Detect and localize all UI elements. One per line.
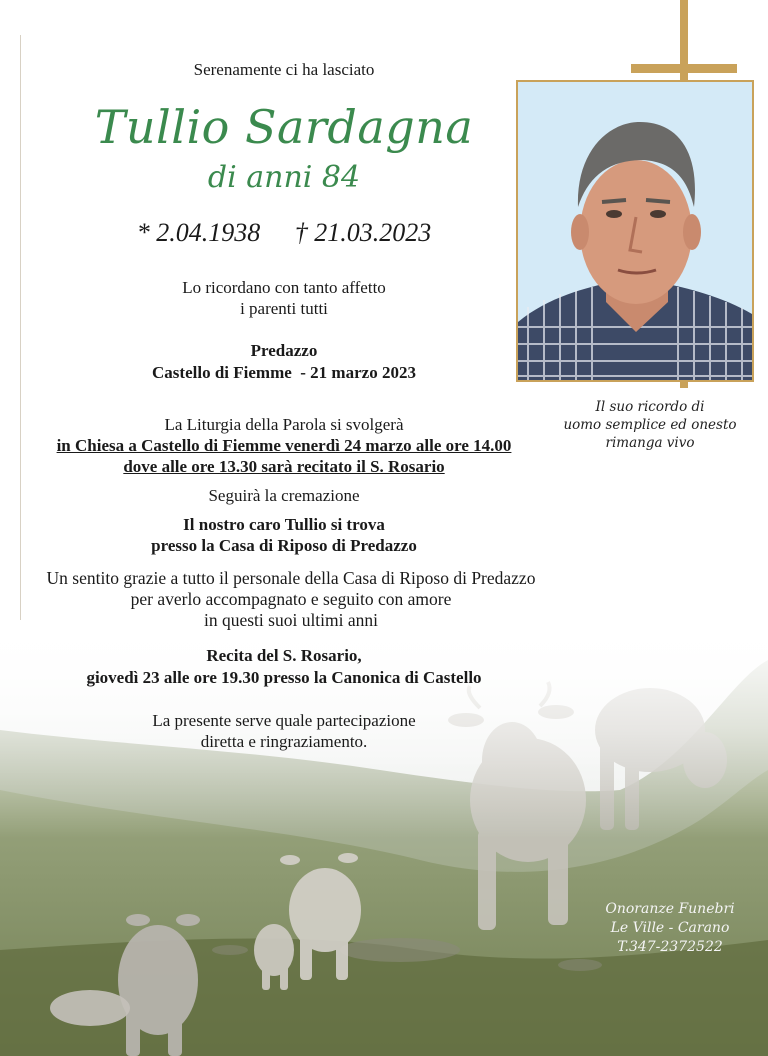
life-dates xyxy=(20,218,548,248)
cremation-text: Seguirà la cremazione xyxy=(208,486,360,505)
thanks-text xyxy=(6,568,576,631)
place-line: Predazzo xyxy=(250,341,318,360)
thanks-line: Un sentito grazie a tutto il personale della Casa di Riposo di Predazzo xyxy=(46,568,536,588)
location-line: Il nostro caro Tullio si trova xyxy=(183,515,385,534)
age-text: di anni 84 xyxy=(207,160,361,195)
liturgy-line: La Liturgia della Parola si svolgerà xyxy=(164,415,404,434)
place-line: Castello di Fiemme - 21 marzo 2023 xyxy=(152,363,416,382)
portrait-illustration xyxy=(518,82,752,380)
portrait-photo xyxy=(516,80,754,382)
liturgy-line: dove alle ore 13.30 sarà recitato il S. Rosario xyxy=(123,457,445,476)
memory-line: Il suo ricordo di xyxy=(595,399,705,415)
rosary-line: Recita del S. Rosario, xyxy=(206,646,362,665)
memory-line: uomo semplice ed onesto xyxy=(563,417,737,433)
closing-line: La presente serve quale partecipazione xyxy=(152,711,416,730)
agency-name: Onoranze Funebri xyxy=(605,901,735,917)
funeral-agency xyxy=(580,900,760,957)
closing-text xyxy=(20,710,548,752)
liturgy-text xyxy=(20,414,548,477)
location-line: presso la Casa di Riposo di Predazzo xyxy=(151,536,417,555)
agency-phone: T.347-2372522 xyxy=(617,939,723,955)
cross-arm xyxy=(631,64,737,73)
closing-line: diretta e ringraziamento. xyxy=(200,732,368,751)
thanks-line: in questi suoi ultimi anni xyxy=(203,610,379,630)
memory-quote xyxy=(545,398,755,452)
agency-location: Le Ville - Carano xyxy=(610,920,730,936)
intro-text: Serenamente ci ha lasciato xyxy=(193,60,375,79)
rosary-line: giovedì 23 alle ore 19.30 presso la Canonica di Castello xyxy=(86,668,482,687)
deceased-name: Tullio Sardagna xyxy=(94,100,474,154)
death-date: † 21.03.2023 xyxy=(294,218,432,247)
remembrance-text xyxy=(20,277,548,319)
memory-line: rimanga vivo xyxy=(605,435,695,451)
remember-line: Lo ricordano con tanto affetto xyxy=(182,278,386,297)
places-text xyxy=(20,340,548,384)
location-text xyxy=(20,514,548,556)
rosary-text xyxy=(20,645,548,689)
remember-line: i parenti tutti xyxy=(240,299,328,318)
birth-date: * 2.04.1938 xyxy=(136,218,261,247)
liturgy-line: in Chiesa a Castello di Fiemme venerdì 24 marzo alle ore 14.00 xyxy=(56,436,512,455)
thanks-line: per averlo accompagnato e seguito con amore xyxy=(130,589,452,609)
